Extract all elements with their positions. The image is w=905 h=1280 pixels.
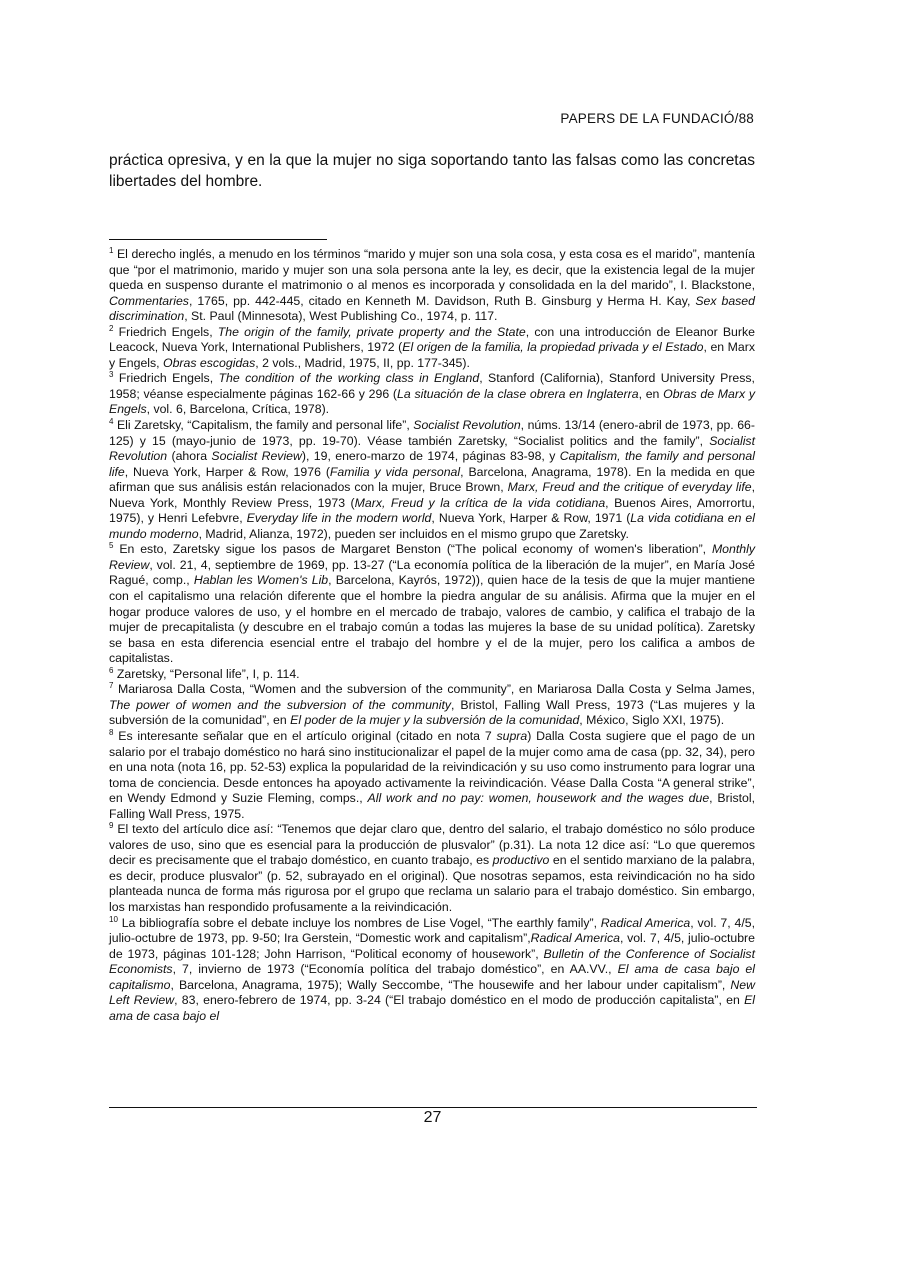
footnote-text: , Stanford (California), Stanford University Press, 1958; véanse especialmente páginas 162-66 y 296 ( xyxy=(109,371,755,401)
footnote-text: , vol. 21, 4, septiembre de 1969, pp. 13-27 (“La economía política de la liberación de la mujer”, en María José Ragué, comp., xyxy=(109,557,755,588)
footnote-text: , en Marx y Engels, xyxy=(109,340,755,370)
footnote-italic-title: Obras escogidas xyxy=(163,355,256,370)
footnote-italic-title: Marx, Freud y la crítica de la vida cotidiana xyxy=(354,495,606,510)
footnote-text: Friedrich Engels, xyxy=(113,324,218,339)
footnote-italic-title: Everyday life in the modern world xyxy=(246,511,432,526)
footnote-text: Eli Zaretsky, “Capitalism, the family and personal life”, xyxy=(113,418,414,433)
footnote-italic-title: Capitalism, the family and personal life xyxy=(109,449,755,479)
footnote-italic-title: Commentaries xyxy=(109,293,189,308)
footnote-text: , 1765, pp. 442-445, citado en Kenneth M. Davidson, Ruth B. Ginsburg y Herma H. Kay, xyxy=(188,293,696,308)
footnote-italic-title: La situación de la clase obrera en Inglaterra xyxy=(397,386,639,401)
footnote-italic-title: El ama de casa bajo el capitalismo xyxy=(109,962,755,992)
page-number: 27 xyxy=(423,1109,442,1126)
footnote-text: , Nueva York, Harper & Row, 1971 ( xyxy=(431,511,631,526)
footnote-text: , Bristol, Falling Wall Press, 1973 (“Las mujeres y la subversión de la comunidad”, en xyxy=(109,697,755,728)
footnote-text: Mariarosa Dalla Costa, “Women and the subversion of the community”, en Mariarosa Dalla Costa y Selma James, xyxy=(113,682,755,697)
footnote-text: (ahora xyxy=(167,449,212,464)
footnote-italic-title: Familia y vida personal xyxy=(329,464,461,479)
footnote-italic-title: Obras de Marx y Engels xyxy=(109,386,755,417)
footnote-text: , Barcelona, Anagrama, 1975); Wally Seccombe, “The housewife and her labour under capitalism”, xyxy=(170,977,731,992)
footnote-text: , Barcelona, Anagrama, 1978). En la medida en que afirman que sus análisis están relacionados con la mujer, Bruce Brown, xyxy=(109,464,755,495)
footnote-number: 8 xyxy=(109,727,114,737)
footnote-2 xyxy=(109,325,755,372)
footnote-4 xyxy=(109,418,755,542)
footnote-italic-title: Bulletin of the Conference of Socialist Economists xyxy=(109,946,755,977)
footnote-number: 6 xyxy=(109,665,114,675)
footnote-italic-title: Socialist Revolution xyxy=(109,433,755,464)
footnote-5 xyxy=(109,542,755,666)
footnote-italic-title: Socialist Revolution xyxy=(413,418,521,433)
footnote-text: , en xyxy=(638,386,664,401)
footnote-italic-title: New Left Review xyxy=(109,977,755,1008)
footnote-6 xyxy=(109,667,755,683)
footnote-italic-title: Hablan les Women's Lib xyxy=(193,573,329,588)
footnote-separator xyxy=(109,239,327,240)
footnote-text: , 83, enero-febrero de 1974, pp. 3-24 (“El trabajo doméstico en el modo de producción capitalista”, en xyxy=(174,993,745,1008)
page-bottom-rule xyxy=(109,1107,757,1108)
footnote-text: La bibliografía sobre el debate incluye los nombres de Lise Vogel, “The earthly family”, xyxy=(117,915,601,930)
footnote-10 xyxy=(109,916,755,1025)
footnote-number: 9 xyxy=(109,821,114,831)
footnote-text: Es interesante señalar que en el artículo original (citado en nota 7 xyxy=(113,728,497,743)
footnote-number: 4 xyxy=(109,416,114,426)
running-header: PAPERS DE LA FUNDACIÓ/88 xyxy=(560,111,754,126)
footnote-1 xyxy=(109,247,755,325)
footnote-italic-title: El poder de la mujer y la subversión de la comunidad xyxy=(290,713,580,728)
footnote-italic-title: All work and no pay: women, housework and the wages due xyxy=(367,791,710,806)
footnote-italic-title: Radical America xyxy=(530,931,620,946)
footnote-italic-title: Radical America xyxy=(600,915,691,930)
footnote-italic-title: El origen de la familia, la propiedad privada y el Estado xyxy=(402,340,704,355)
footnote-number: 10 xyxy=(109,914,118,924)
footnote-text: , St. Paul (Minnesota), West Publishing Co., 1974, p. 117. xyxy=(184,309,498,324)
footnote-italic-title: productivo xyxy=(492,853,550,868)
footnotes-section xyxy=(109,247,755,1024)
footnote-text: , Nueva York, Harper & Row, 1976 ( xyxy=(124,464,330,479)
footnote-text: , con una introducción de Eleanor Burke Leacock, Nueva York, International Publishers, 1972 ( xyxy=(109,324,755,355)
footnote-italic-title: Socialist Review xyxy=(211,449,302,464)
footnote-text: en el sentido marxiano de la palabra, es decir, produce plusvalor” (p. 52, subrayado en el original). Que nosotras sepamos, esta reivindicación no ha sido planteada nunca de forma más rigurosa por el grupo que reclama un salario para el trabajo doméstico. Sin embargo, los marxistas han respondido profusamente a la reivindicación. xyxy=(109,853,755,914)
footnote-text: , Madrid, Alianza, 1972), pueden ser incluidos en el mismo grupo que Zaretsky. xyxy=(198,526,629,541)
footnote-italic-title: The origin of the family, private property and the State xyxy=(217,324,526,339)
footnote-text: , 7, invierno de 1973 (“Economía política del trabajo doméstico”, en AA.VV., xyxy=(172,962,618,977)
body-paragraph: práctica opresiva, y en la que la mujer no siga soportando tanto las falsas como las concretas libertades del hombre. xyxy=(109,152,755,190)
footnote-number: 3 xyxy=(109,370,114,380)
footnote-text: El texto del artículo dice así: “Tenemos que dejar claro que, dentro del salario, el trabajo doméstico no sólo produce valores de uso, sino que es esencial para la producción de plusvalor” (p.31). La nota 12 dice así: “Lo que queremos decir es precisamente que el trabajo doméstico, en cuanto trabajo, es xyxy=(109,822,755,868)
footnote-text: Friedrich Engels, xyxy=(113,371,219,386)
footnote-italic-title: Sex based discrimination xyxy=(109,293,755,324)
footnote-italic-title: Marx, Freud and the critique of everyday life xyxy=(507,480,752,495)
footnote-text: , México, Siglo XXI, 1975). xyxy=(579,713,725,728)
footnote-number: 2 xyxy=(109,323,114,333)
footnote-text: , Barcelona, Kayrós, 1972)), quien hace de la tesis de que la mujer mantiene con el capitalismo una relación diferente que el hombre la piedra angular de su análisis. Afirma que la mujer en el hogar produce valores de uso, y el hombre en el mercado de trabajo, valores de cambio, y califica el trabajo de la mujer de precapitalista (y descubre en el trabajo común a todas las mujeres la base de su unidad política). Zaretsky se basa en esta diferencia esencial entre el trabajo del hombre y el de la mujer, pero los califica a ambos de capitalistas. xyxy=(109,573,756,666)
footnote-italic-title: supra xyxy=(496,728,528,743)
footnote-italic-title: El ama de casa bajo el xyxy=(109,993,755,1023)
footnote-italic-title: La vida cotidiana en el mundo moderno xyxy=(109,511,756,541)
footnote-italic-title: The power of women and the subversion of the community xyxy=(109,697,452,712)
footnote-number: 7 xyxy=(109,681,114,691)
footnote-text: , Nueva York, Monthly Review Press, 1973 ( xyxy=(109,480,755,510)
footnote-number: 1 xyxy=(109,245,114,255)
footnote-text: , Bristol, Falling Wall Press, 1975. xyxy=(109,791,755,821)
footnote-italic-title: Monthly Review xyxy=(109,542,755,572)
footnote-text: , 2 vols., Madrid, 1975, II, pp. 177-345). xyxy=(255,355,470,370)
footnote-text: , vol. 6, Barcelona, Crítica, 1978). xyxy=(146,402,330,417)
footnote-text: ) Dalla Costa sugiere que el pago de un salario por el trabajo doméstico no hará sino institucionalizar el papel de la mujer como ama de casa (pp. 32, 34), pero en una nota (nota 16, pp. 52-53) explica la popularidad de la reivindicación y su uso como instrumento para lograr una toma de conciencia. Desde entonces ha apoyado activamente la reivindicación. Véase Dalla Costa “A general strike”, en Wendy Edmond y Suzie Fleming, comps., xyxy=(109,728,755,806)
footnote-text: Zaretsky, “Personal life”, I, p. 114. xyxy=(113,666,300,681)
footnote-text: , núms. 13/14 (enero-abril de 1973, pp. 66-125) y 15 (mayo-junio de 1973, pp. 19-70). Véase también Zaretsky, “Socialist politics and the family”, xyxy=(109,418,755,448)
footnote-text: En esto, Zaretsky sigue los pasos de Margaret Benston (“The polical economy of women's liberation”, xyxy=(113,542,712,557)
footnote-text: El derecho inglés, a menudo en los términos “marido y mujer son una sola cosa, y esta cosa es el marido”, mantenía que “por el matrimonio, marido y mujer son una sola persona ante la ley, es decir, que la existencia legal de la mujer queda en suspenso durante el matrimonio o al menos es incorporada y consolidada en la del marido”, I. Blackstone, xyxy=(109,247,755,293)
footnote-text: , vol. 7, 4/5, julio-octubre de 1973, páginas 101-128; John Harrison, “Political economy of housework”, xyxy=(109,931,755,961)
footnote-text: , vol. 7, 4/5, julio-octubre de 1973, pp. 9-50; Ira Gerstein, “Domestic work and capitalism”, xyxy=(109,915,755,946)
footnote-text: ), 19, enero-marzo de 1974, páginas 83-98, y xyxy=(301,449,560,464)
footnote-9 xyxy=(109,822,755,915)
footnote-7 xyxy=(109,682,755,729)
footnote-text: , Buenos Aires, Amorrortu, 1975), y Henri Lefebvre, xyxy=(109,495,755,526)
footnote-number: 5 xyxy=(109,541,114,551)
footnote-3 xyxy=(109,371,755,418)
footnote-italic-title: The condition of the working class in England xyxy=(218,371,480,386)
footnote-8 xyxy=(109,729,755,822)
